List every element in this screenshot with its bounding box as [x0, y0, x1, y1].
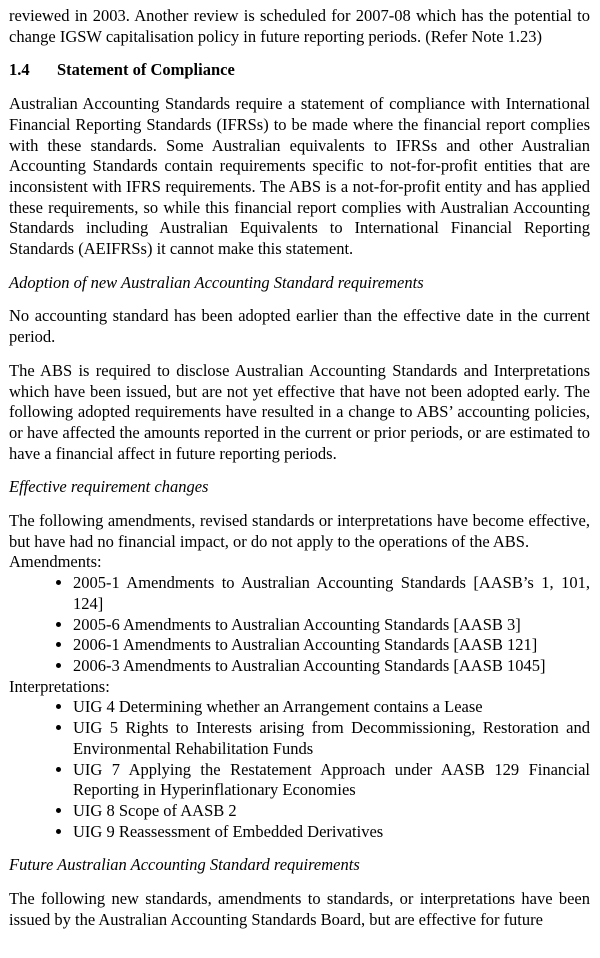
- adoption-paragraph-1: No accounting standard has been adopted earlier than the effective date in the current period.: [9, 306, 590, 347]
- interpretations-label: Interpretations:: [9, 676, 110, 696]
- interpretation-item: • UIG 7 Applying the Restatement Approach under AASB 129 Financial Reporting in Hyperinflationary Economies: [73, 760, 590, 801]
- amendment-item: • 2006-1 Amendments to Australian Accounting Standards [AASB 121]: [73, 635, 590, 656]
- compliance-paragraph: Australian Accounting Standards require a statement of compliance with International Financial Reporting Standards (IFRSs) to be made where the financial report complies with these standards. Some Australian equivalents to IFRSs and other Australian Accounting Standards contain requirements specific to not-for-profit entities that are inconsistent with IFRS requirements. The ABS is a not-for-profit entity and has applied these requirements, so while this financial report complies with Australian Accounting Standards including Australian Equivalents to International Financial Reporting Standards (AEIFRSs) it cannot make this statement.: [9, 94, 590, 259]
- adoption-subheading: Adoption of new Australian Accounting Standard requirements: [9, 272, 424, 292]
- continuation-paragraph: reviewed in 2003. Another review is scheduled for 2007-08 which has the potential to change IGSW capitalisation policy in future reporting periods. (Refer Note 1.23): [9, 6, 590, 46]
- section-title: Statement of Compliance: [57, 60, 235, 80]
- interpretation-item: • UIG 5 Rights to Interests arising from Decommissioning, Restoration and Environmental Rehabilitation Funds: [73, 718, 590, 759]
- interpretation-item: • UIG 9 Reassessment of Embedded Derivatives: [73, 822, 590, 843]
- effective-paragraph: The following amendments, revised standards or interpretations have become effective, but have had no financial impact, or do not apply to the operations of the ABS.: [9, 511, 590, 551]
- amendment-item: • 2006-3 Amendments to Australian Accounting Standards [AASB 1045]: [73, 656, 590, 677]
- interpretation-item: • UIG 8 Scope of AASB 2: [73, 801, 590, 822]
- amendment-item: • 2005-1 Amendments to Australian Accounting Standards [AASB’s 1, 101, 124]: [73, 573, 590, 614]
- interpretations-list: [9, 697, 590, 842]
- interpretation-item: • UIG 4 Determining whether an Arrangement contains a Lease: [73, 697, 590, 718]
- section-heading: [9, 60, 590, 81]
- adoption-paragraph-2: The ABS is required to disclose Australian Accounting Standards and Interpretations which have been issued, but are not yet effective that have not been adopted early. The following adopted requirements have resulted in a change to ABS’ accounting policies, or have affected the amounts reported in the current or prior periods, or are estimated to have a financial affect in future reporting periods.: [9, 360, 590, 463]
- amendments-list: [9, 573, 590, 677]
- future-subheading: Future Australian Accounting Standard requirements: [9, 855, 360, 875]
- amendment-item: • 2005-6 Amendments to Australian Accounting Standards [AASB 3]: [73, 615, 590, 636]
- future-paragraph: The following new standards, amendments to standards, or interpretations have been issued by the Australian Accounting Standards Board, but are effective for future: [9, 889, 590, 929]
- section-number: 1.4: [9, 60, 30, 80]
- amendments-label: Amendments:: [9, 552, 102, 572]
- effective-subheading: Effective requirement changes: [9, 477, 209, 497]
